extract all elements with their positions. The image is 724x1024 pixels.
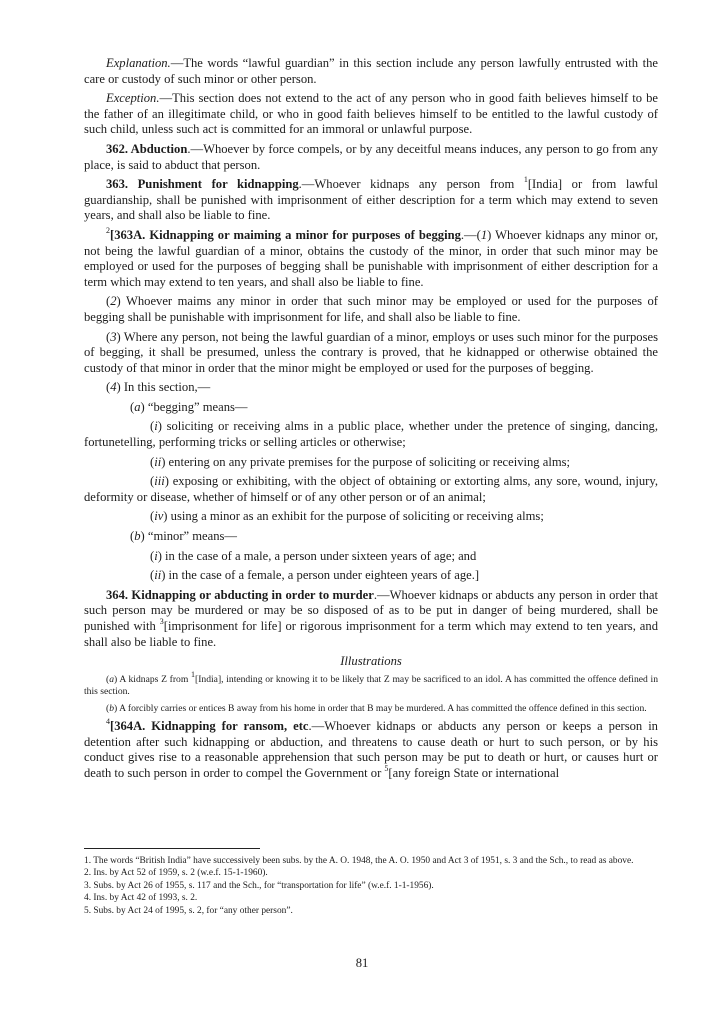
page-body	[84, 56, 658, 785]
exception-label: Exception.	[106, 91, 160, 106]
subclause-a-iv: (iv) using a minor as an exhibit for the purpose of soliciting or receiving alms;	[150, 509, 544, 524]
footnote-ref-4: 4	[106, 716, 110, 726]
illustration-footnote-ref-1: 1	[191, 669, 196, 679]
footnote-4: 4. Ins. by Act 42 of 1993, s. 2.	[84, 893, 198, 904]
section-363a-text-a: .—(	[460, 227, 481, 242]
subclause-b-ii: (ii) in the case of a female, a person under eighteen years of age.]	[150, 568, 480, 583]
section-364-text-a: .—Whoever kidnaps or abducts any person in order that such person may be murdered or may be so disposed of as to be put in danger of being murdered, shall be punished with	[84, 587, 658, 633]
exception-paragraph	[84, 91, 658, 138]
section-362	[84, 142, 658, 173]
section-363a	[84, 225, 658, 290]
subclause-b-i-text: in the case of a male, a person under sixteen years of age; and	[161, 548, 477, 563]
section-364-text-b: [imprisonment for life] or rigorous imprisonment for a term which may extend to ten years, and shall also be liable to fine.	[84, 619, 658, 649]
footnote-divider	[84, 848, 260, 849]
subclause-a-iii-label: iii	[154, 474, 165, 489]
illustrations-heading: Illustrations	[340, 654, 402, 669]
section-364a	[84, 716, 658, 781]
illustration-a-text-b: [India], intending or knowing it to be likely that Z may be sacrificed to an idol. A has committed the offence defined in this section.	[84, 673, 659, 698]
footnote-2: 2. Ins. by Act 52 of 1959, s. 2 (w.e.f. 15-1-1960).	[84, 868, 268, 879]
section-363a-heading: [363A. Kidnapping or maiming a minor for purposes of begging	[110, 227, 461, 242]
footnote-5: 5. Subs. by Act 24 of 1995, s. 2, for “any other person”.	[84, 905, 293, 916]
subsection-4-number: 4	[110, 380, 117, 395]
explanation-label: Explanation.	[106, 56, 171, 70]
section-362-text: .—Whoever by force compels, or by any deceitful means induces, any person to go from any place, is said to abduct that person.	[84, 141, 658, 172]
illustration-b-label: b	[109, 702, 114, 714]
subclause-a-iv-text: using a minor as an exhibit for the purpose of soliciting or receiving alms;	[167, 509, 544, 524]
subclause-a-ii-label: ii	[154, 454, 162, 469]
illustration-a: (a) A kidnaps Z from $^1$[India], intending or knowing it to be likely that Z may be sacrificed to an idol. A has committed the offence defined in this section.	[84, 669, 659, 698]
section-364-heading: 364. Kidnapping or abducting in order to murder	[106, 587, 374, 602]
section-364a-text-b: [any foreign State or international	[388, 765, 560, 780]
clause-a-text: “begging” means—	[144, 399, 248, 414]
footnote-ref-3: 3	[159, 616, 164, 626]
illustration-a-text-a: A kidnaps Z from	[117, 673, 192, 685]
subsection-4: (4) In this section,—	[106, 380, 211, 395]
subsection-3-number: 3	[110, 329, 117, 344]
footnote-ref-1: 1	[523, 174, 528, 184]
subclause-a-iv-label: iv	[154, 509, 164, 524]
clause-a-label: a	[134, 399, 141, 414]
section-363-heading: 363. Punishment for kidnapping	[106, 177, 299, 192]
subclause-a-i-text: soliciting or receiving alms in a public place, whether under the pretence of singing, dancing, fortunetelling, performing tricks or selling articles or otherwise;	[84, 419, 658, 450]
subclause-a-iii-text: exposing or exhibiting, with the object of obtaining or extorting alms, any sore, wound, injury, deformity or disease, whether of himself or of any other person or of an animal;	[84, 474, 658, 504]
section-363-text-a: .—Whoever kidnaps any person from	[298, 177, 524, 192]
illustration-b: (b) A forcibly carries or entices B away from his home in order that B may be murdered. A has committed the offence defined in this section.	[106, 702, 647, 714]
section-364a-text-a: .—Whoever kidnaps or abducts any person or keeps a person in detention after such kidnapping or abduction, and threatens to cause death or hurt to such person, or by his conduct gives rise to a reasonable apprehension that such person may be put to death or hurt, or causes hurt or death to such person in order to compel the Government or	[84, 719, 658, 780]
subclause-b-i-label: i	[154, 548, 158, 563]
subclause-b-i: (i) in the case of a male, a person under sixteen years of age; and	[150, 548, 477, 563]
clause-a: (a) “begging” means—	[130, 399, 248, 414]
section-363-text-b: [India] or from lawful guardianship, shall be punished with imprisonment of either description for a term which may extend to seven years, and shall also be liable to fine.	[84, 177, 658, 223]
subclause-a-i-label: i	[154, 419, 158, 434]
subclause-a-i: (i) soliciting or receiving alms in a public place, whether under the pretence of singing, dancing, fortunetelling, performing tricks or selling articles or otherwise;	[84, 419, 658, 450]
clause-b: (b) “minor” means—	[130, 529, 238, 544]
subsection-3: (3) Where any person, not being the lawful guardian of a minor, employs or uses such minor for the purposes of begging, it shall be presumed, unless the contrary is proved, that he kidnapped or otherwise obtained the custody of that minor in order that the minor might be employed or used for the purposes of begging.	[84, 329, 658, 375]
subclause-b-ii-label: ii	[154, 568, 162, 583]
section-364	[84, 588, 658, 650]
footnote-3: 3. Subs. by Act 26 of 1955, s. 117 and the Sch., for “transportation for life” (w.e.f. 1-1-1956).	[84, 880, 434, 891]
illustration-b-text: A forcibly carries or entices B away from his home in order that B may be murdered. A has committed the offence defined in this section.	[117, 702, 647, 714]
subsection-3-text: Where any person, not being the lawful guardian of a minor, employs or uses such minor for the purposes of begging, it shall be presumed, unless the contrary is proved, that he kidnapped or otherwise obtained the custody of that minor in order that the minor might be employed or used for the purposes of begging.	[84, 329, 658, 375]
footnote-ref-2: 2	[106, 225, 110, 235]
subsection-2-text: Whoever maims any minor in order that such minor may be employed or used for the purposes of begging shall be punishable with imprisonment for life, and shall also be liable to fine.	[84, 294, 658, 324]
explanation-paragraph	[84, 56, 658, 87]
footnote-ref-5: 5	[384, 763, 389, 773]
subsection-4-text: In this section,—	[120, 380, 211, 395]
section-364a-heading: [364A. Kidnapping for ransom, etc	[110, 719, 309, 733]
exception-text: —This section does not extend to the act of any person who in good faith believes himself to be the father of an illegitimate child, or who in good faith believes himself to be entitled to the lawful custody of such child, unless such act is committed for an immoral or unlawful purpose.	[84, 91, 658, 137]
subsection-1-number: 1	[480, 227, 488, 242]
subclause-a-ii: (ii) entering on any private premises for the purpose of soliciting or receiving alms;	[150, 454, 571, 469]
section-363a-text-b: ) Whoever kidnaps any minor or, not being the lawful guardian of a minor, obtains the custody of the minor, in order that such minor may be employed or used for the purposes of begging shall be punishable with imprisonment of either description for a term which may extend to ten years, and shall also be liable to fine.	[84, 227, 658, 289]
footnotes	[84, 848, 658, 917]
subclause-b-ii-text: in the case of a female, a person under eighteen years of age.]	[165, 568, 480, 583]
subclause-a-iii: (iii) exposing or exhibiting, with the object of obtaining or extorting alms, any sore, wound, injury, deformity or disease, whether of himself or of any other person or of an animal;	[84, 474, 658, 504]
clause-b-label: b	[134, 529, 141, 544]
subsection-2: (2) Whoever maims any minor in order that such minor may be employed or used for the purposes of begging shall be punishable with imprisonment for life, and shall also be liable to fine.	[84, 294, 658, 324]
subsection-2-number: 2	[110, 294, 117, 309]
footnote-1: 1. The words “British India” have successively been subs. by the A. O. 1948, the A. O. 1950 and Act 3 of 1951, s. 3 and the Sch., to read as above.	[84, 856, 634, 866]
section-363	[84, 174, 658, 224]
illustration-a-label: a	[109, 673, 114, 685]
subclause-a-ii-text: entering on any private premises for the purpose of soliciting or receiving alms;	[165, 454, 571, 469]
explanation-text: —The words “lawful guardian” in this section include any person lawfully entrusted with the care or custody of such minor or other person.	[84, 56, 658, 86]
clause-b-text: “minor” means—	[144, 529, 238, 544]
page-number: 81	[355, 956, 369, 970]
section-362-heading: 362. Abduction	[106, 141, 188, 156]
